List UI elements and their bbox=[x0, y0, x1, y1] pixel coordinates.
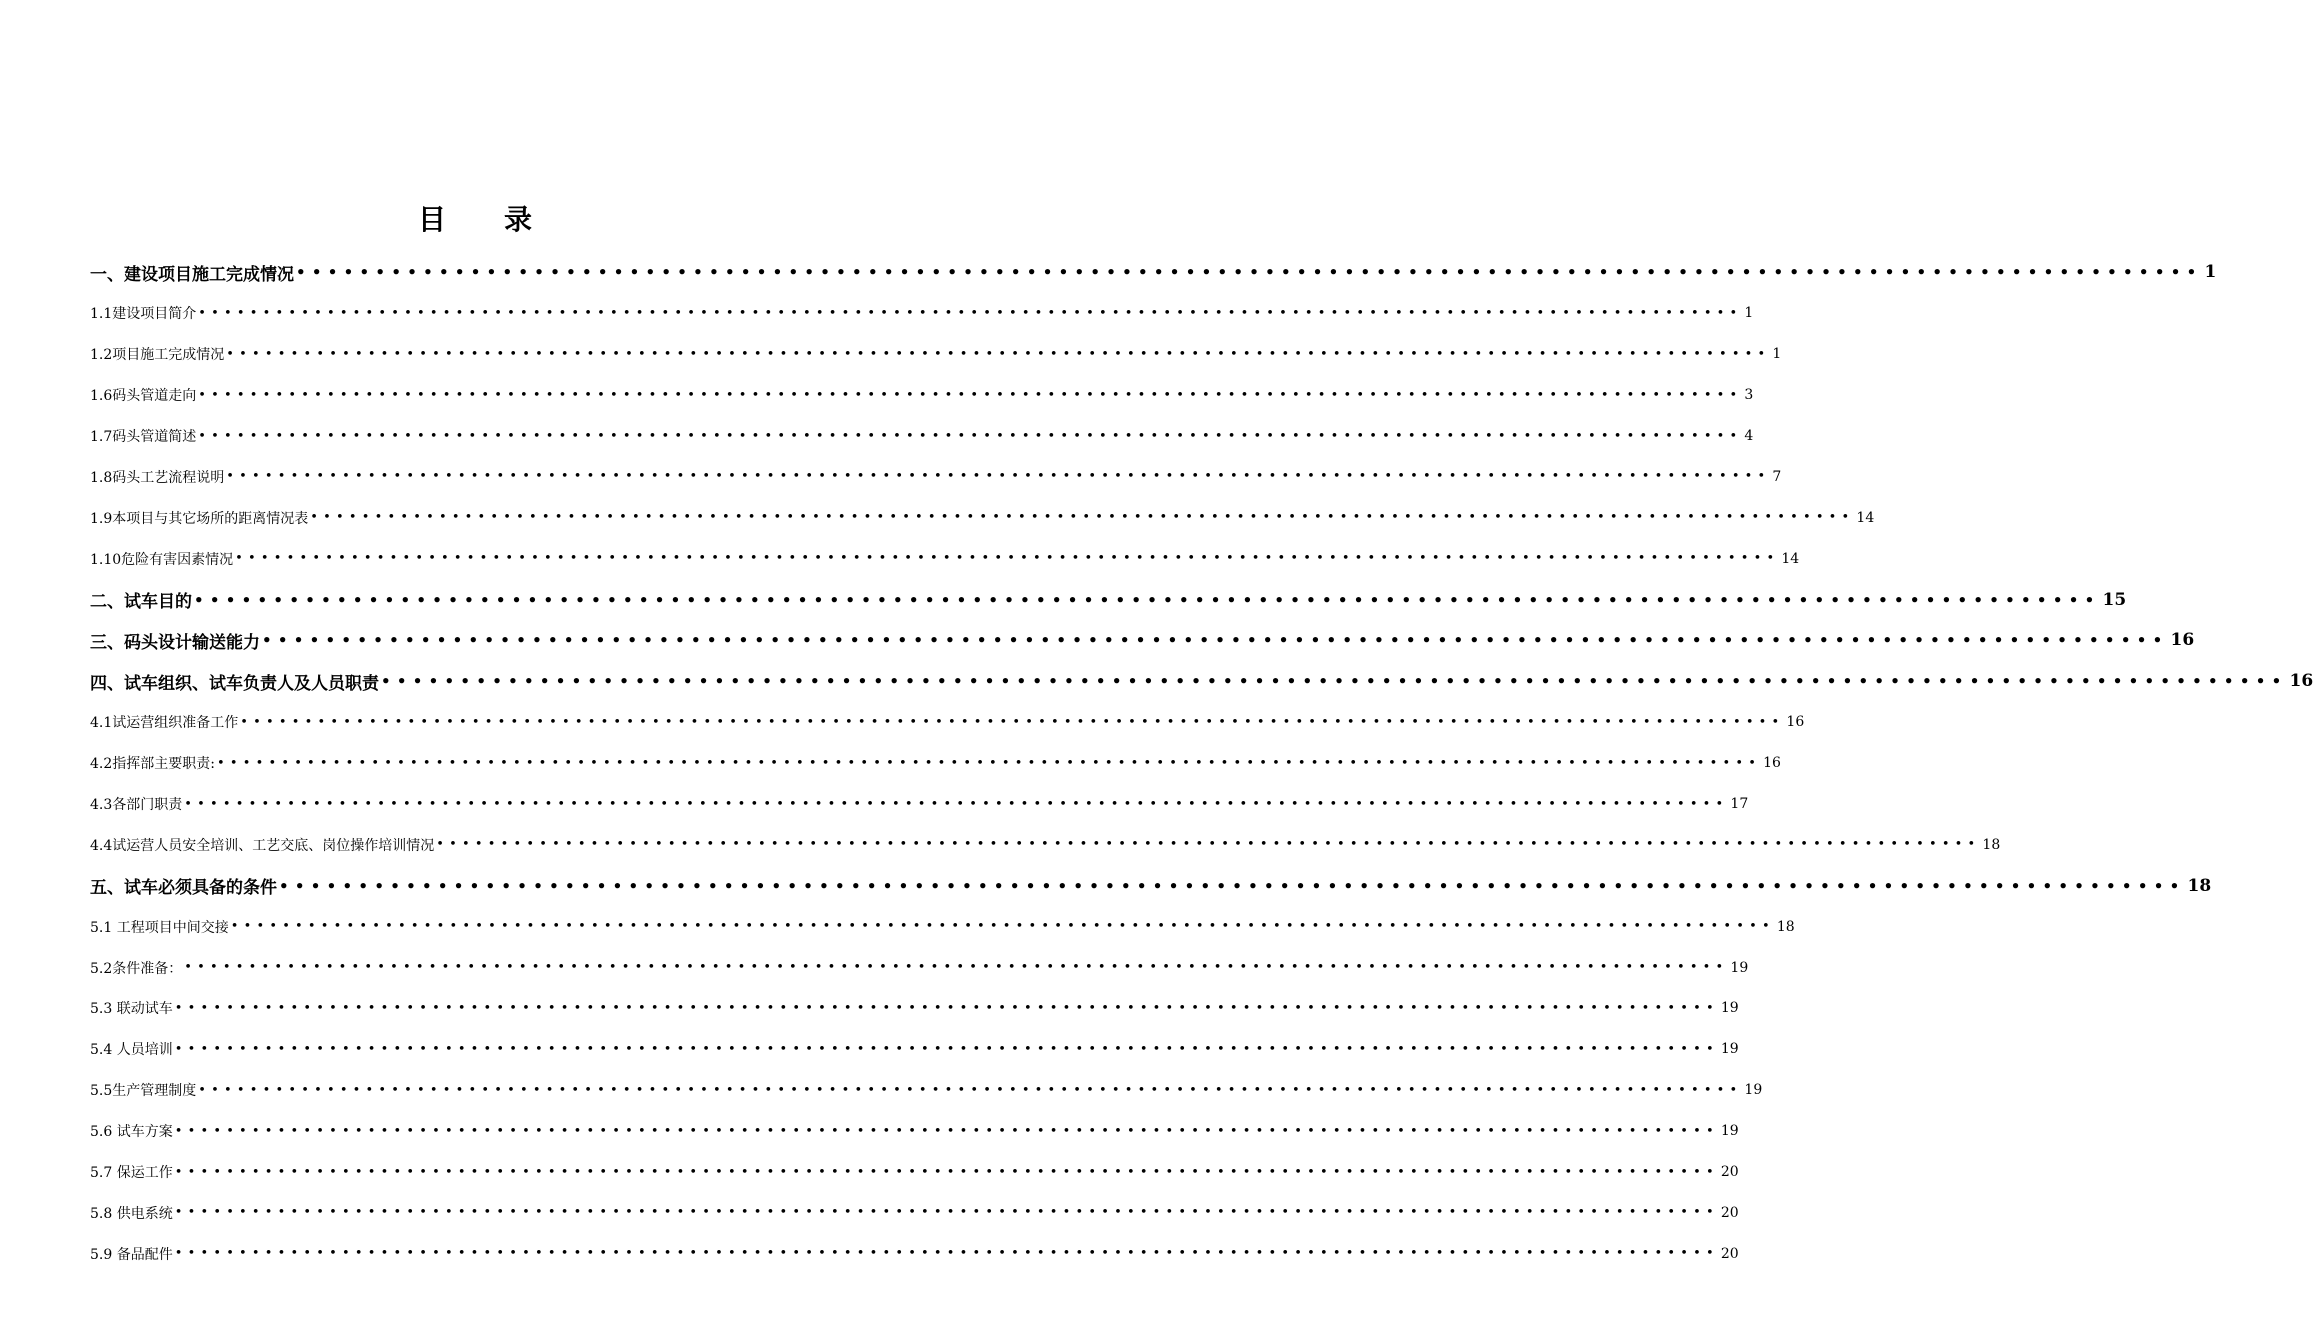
toc-entry-label: 4.3各部门职责 bbox=[90, 797, 183, 814]
toc-page-number: 16 bbox=[1786, 714, 1805, 731]
toc-dot-leader: •••••••••••••••••••••••••••••••••••••••••••••••••••••••••••••••••••••••••••••••••••••••••••••••••••••••••••••••••••••••• bbox=[174, 1123, 1719, 1139]
table-of-contents bbox=[90, 252, 2313, 1274]
toc-entry-label: 三、码头设计输送能力 bbox=[90, 632, 260, 653]
toc-page-number: 1 bbox=[2204, 262, 2217, 283]
toc-page-number: 4 bbox=[1744, 428, 1754, 444]
toc-page-number: 19 bbox=[1720, 1041, 1739, 1058]
toc-page-number: 18 bbox=[1982, 836, 2001, 853]
toc-chapter-entry[interactable] bbox=[90, 252, 2217, 293]
toc-chapter-entry[interactable] bbox=[90, 620, 2195, 661]
toc-dot-leader: •••••••••••••••••••••••••••••••••••••••••••••••••••••••••••••••••••••••••••••••••••••••••••••••••••••••••••••••••••••••• bbox=[198, 305, 1743, 321]
toc-entry-label: 1.2项目施工完成情况 bbox=[90, 347, 225, 364]
toc-entry-label: 5.2条件准备： bbox=[90, 960, 183, 977]
toc-section-entry[interactable] bbox=[90, 1192, 1739, 1233]
toc-dot-leader: •••••••••••••••••••••••••••••••••••••••••••••••••••••••••••••••••••••••••••••••••••••••••••••••••••••••••••••••••••••••• bbox=[240, 714, 1785, 730]
toc-entry-label: 5.4 人员培训 bbox=[90, 1042, 173, 1059]
toc-dot-leader: •••••••••••••••••••••••••••••••••••••••••••••••••••••••••••••••••••••••••••••••••••••••••••••••••••••••••••••••••••••••• bbox=[381, 672, 2288, 691]
toc-dot-leader: •••••••••••••••••••••••••••••••••••••••••••••••••••••••••••••••••••••••••••••••••••••••••••••••••••••••••••••••••••••••• bbox=[174, 1205, 1719, 1221]
toc-entry-label: 4.4试运营人员安全培训、工艺交底、岗位操作培训情况 bbox=[90, 837, 435, 854]
toc-dot-leader: •••••••••••••••••••••••••••••••••••••••••••••••••••••••••••••••••••••••••••••••••••••••••••••••••••••••••••••••••••••••• bbox=[174, 1041, 1719, 1057]
toc-entry-label: 4.1试运营组织准备工作 bbox=[90, 715, 239, 732]
toc-page-number: 19 bbox=[1744, 1082, 1763, 1099]
toc-section-entry[interactable] bbox=[90, 1029, 1739, 1070]
toc-dot-leader: •••••••••••••••••••••••••••••••••••••••••••••••••••••••••••••••••••••••••••••••••••••••••••••••••••••••••••••••••••••••• bbox=[174, 1246, 1719, 1262]
toc-section-entry[interactable] bbox=[90, 1111, 1739, 1152]
toc-entry-label: 5.7 保运工作 bbox=[90, 1165, 173, 1182]
toc-page-number: 20 bbox=[1720, 1164, 1739, 1181]
toc-title-char-1: 目 bbox=[417, 203, 446, 236]
toc-section-entry[interactable] bbox=[90, 334, 1782, 375]
toc-section-entry[interactable] bbox=[90, 947, 1749, 988]
toc-page-number: 14 bbox=[1781, 550, 1800, 567]
toc-dot-leader: •••••••••••••••••••••••••••••••••••••••••••••••••••••••••••••••••••••••••••••••••••••••••••••••••••••••••••••••••••••••• bbox=[216, 755, 1762, 771]
toc-section-entry[interactable] bbox=[90, 988, 1739, 1029]
toc-title bbox=[0, 198, 950, 242]
toc-page-number: 16 bbox=[1763, 755, 1781, 772]
toc-page-number: 7 bbox=[1772, 468, 1782, 485]
toc-entry-label: 1.6码头管道走向 bbox=[90, 388, 197, 405]
toc-page-number: 19 bbox=[1720, 1000, 1739, 1017]
toc-page-number: 1 bbox=[1744, 305, 1754, 322]
toc-page-number: 18 bbox=[1776, 918, 1795, 935]
toc-section-entry[interactable] bbox=[90, 702, 1805, 743]
toc-entry-label: 5.6 试车方案 bbox=[90, 1124, 173, 1141]
toc-entry-label: 5.3 联动试车 bbox=[90, 1001, 173, 1018]
toc-entry-label: 5.8 供电系统 bbox=[90, 1205, 173, 1222]
toc-page-number: 19 bbox=[1720, 1123, 1739, 1140]
toc-chapter-entry[interactable] bbox=[90, 579, 2127, 620]
toc-dot-leader: •••••••••••••••••••••••••••••••••••••••••••••••••••••••••••••••••••••••••••••••••••••••••••••••••••••••••••••••••••••••• bbox=[226, 469, 1771, 485]
toc-page-number: 1 bbox=[1772, 346, 1782, 363]
toc-dot-leader: •••••••••••••••••••••••••••••••••••••••••••••••••••••••••••••••••••••••••••••••••••••••••••••••••••••••••••••••••••••••• bbox=[296, 263, 2203, 282]
toc-entry-label: 1.7码头管道简述 bbox=[90, 429, 197, 445]
toc-page-number: 16 bbox=[2289, 671, 2313, 692]
toc-dot-leader: •••••••••••••••••••••••••••••••••••••••••••••••••••••••••••••••••••••••••••••••••••••••••••••••••••••••••••••••••••••••• bbox=[279, 876, 2186, 895]
toc-section-entry[interactable] bbox=[90, 743, 1781, 784]
toc-page-number: 3 bbox=[1744, 387, 1754, 404]
toc-entry-label: 1.8码头工艺流程说明 bbox=[90, 469, 225, 486]
toc-section-entry[interactable] bbox=[90, 456, 1782, 497]
toc-entry-label: 一、建设项目施工完成情况 bbox=[90, 264, 294, 285]
toc-page-number: 18 bbox=[2187, 875, 2212, 896]
toc-dot-leader: •••••••••••••••••••••••••••••••••••••••••••••••••••••••••••••••••••••••••••••••••••••••••••••••••••••••••••••••••••••••• bbox=[198, 1082, 1743, 1098]
toc-entry-label: 五、试车必须具备的条件 bbox=[90, 878, 277, 899]
toc-page-number: 20 bbox=[1720, 1204, 1739, 1221]
toc-section-entry[interactable] bbox=[90, 906, 1795, 947]
toc-entry-label: 四、试车组织、试车负责人及人员职责 bbox=[90, 673, 379, 694]
toc-page-number: 19 bbox=[1730, 959, 1749, 976]
toc-page-number: 16 bbox=[2170, 630, 2195, 651]
toc-dot-leader: •••••••••••••••••••••••••••••••••••••••••••••••••••••••••••••••••••••••••••••••••••••••••••••••••••••••••••••••••••••••• bbox=[194, 590, 2101, 609]
toc-entry-label: 二、试车目的 bbox=[90, 592, 192, 613]
toc-section-entry[interactable] bbox=[90, 293, 1754, 334]
toc-page-number: 20 bbox=[1720, 1245, 1739, 1262]
toc-dot-leader: •••••••••••••••••••••••••••••••••••••••••••••••••••••••••••••••••••••••••••••••••••••••••••••••••••••••••••••••••••••••• bbox=[184, 796, 1729, 812]
toc-section-entry[interactable] bbox=[90, 497, 1875, 538]
toc-entry-label: 5.5生产管理制度 bbox=[90, 1083, 197, 1100]
toc-chapter-entry[interactable] bbox=[90, 661, 2313, 702]
toc-dot-leader: •••••••••••••••••••••••••••••••••••••••••••••••••••••••••••••••••••••••••••••••••••••••••••••••••••••••••••••••••••••••• bbox=[436, 837, 1981, 853]
toc-section-entry[interactable] bbox=[90, 1070, 1763, 1111]
toc-dot-leader: •••••••••••••••••••••••••••••••••••••••••••••••••••••••••••••••••••••••••••••••••••••••••••••••••••••••••••••••••••••••• bbox=[198, 387, 1743, 403]
toc-page-number: 17 bbox=[1730, 796, 1749, 813]
toc-dot-leader: •••••••••••••••••••••••••••••••••••••••••••••••••••••••••••••••••••••••••••••••••••••••••••••••••••••••••••••••••••••••• bbox=[184, 960, 1729, 976]
toc-entry-label: 4.2指挥部主要职责: bbox=[90, 756, 215, 773]
toc-section-entry[interactable] bbox=[90, 1233, 1739, 1274]
toc-chapter-entry[interactable] bbox=[90, 865, 2212, 906]
toc-section-entry[interactable] bbox=[90, 416, 1754, 457]
toc-section-entry[interactable] bbox=[90, 784, 1749, 825]
toc-title-char-2: 录 bbox=[504, 203, 533, 236]
toc-entry-label: 1.1建设项目简介 bbox=[90, 306, 197, 323]
toc-entry-label: 1.10危险有害因素情况 bbox=[90, 551, 234, 568]
toc-dot-leader: •••••••••••••••••••••••••••••••••••••••••••••••••••••••••••••••••••••••••••••••••••••••••••••••••••••••••••••••••••••••• bbox=[262, 631, 2169, 650]
toc-page-number: 14 bbox=[1856, 509, 1875, 526]
toc-entry-label: 1.9本项目与其它场所的距离情况表 bbox=[90, 510, 309, 527]
toc-dot-leader: •••••••••••••••••••••••••••••••••••••••••••••••••••••••••••••••••••••••••••••••••••••••••••••••••••••••••••••••••••••••• bbox=[235, 551, 1780, 567]
toc-dot-leader: •••••••••••••••••••••••••••••••••••••••••••••••••••••••••••••••••••••••••••••••••••••••••••••••••••••••••••••••••••••••• bbox=[230, 919, 1775, 935]
toc-entry-label: 5.1 工程项目中间交接 bbox=[90, 919, 229, 936]
toc-section-entry[interactable] bbox=[90, 538, 1800, 579]
toc-page-number: 15 bbox=[2102, 589, 2127, 610]
toc-dot-leader: •••••••••••••••••••••••••••••••••••••••••••••••••••••••••••••••••••••••••••••••••••••••••••••••••••••••••••••••••••••••• bbox=[198, 428, 1743, 444]
toc-section-entry[interactable] bbox=[90, 375, 1754, 416]
toc-section-entry[interactable] bbox=[90, 824, 2001, 865]
toc-dot-leader: •••••••••••••••••••••••••••••••••••••••••••••••••••••••••••••••••••••••••••••••••••••••••••••••••••••••••••••••••••••••• bbox=[174, 1164, 1719, 1180]
toc-entry-label: 5.9 备品配件 bbox=[90, 1246, 173, 1263]
toc-dot-leader: •••••••••••••••••••••••••••••••••••••••••••••••••••••••••••••••••••••••••••••••••••••••••••••••••••••••••••••••••••••••• bbox=[310, 510, 1855, 526]
toc-dot-leader: •••••••••••••••••••••••••••••••••••••••••••••••••••••••••••••••••••••••••••••••••••••••••••••••••••••••••••••••••••••••• bbox=[226, 346, 1771, 362]
toc-dot-leader: •••••••••••••••••••••••••••••••••••••••••••••••••••••••••••••••••••••••••••••••••••••••••••••••••••••••••••••••••••••••• bbox=[174, 1000, 1719, 1016]
toc-section-entry[interactable] bbox=[90, 1152, 1739, 1193]
